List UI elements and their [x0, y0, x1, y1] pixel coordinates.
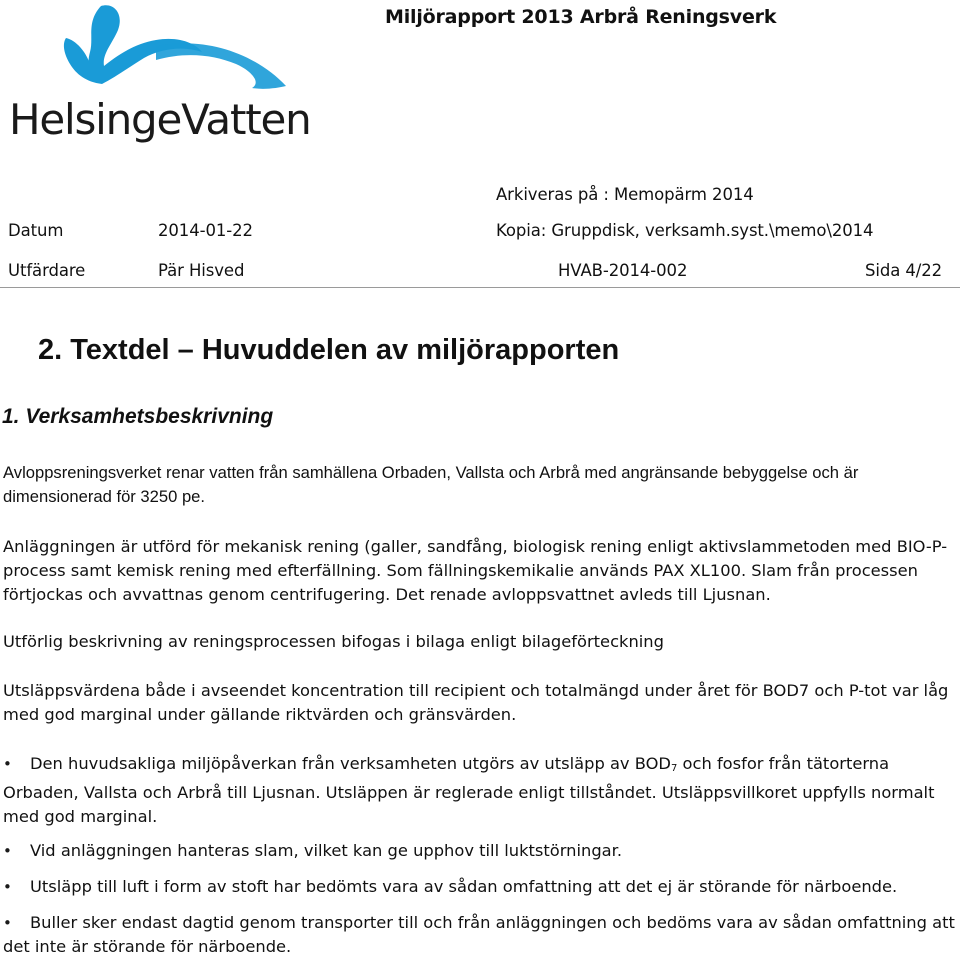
paragraph-description: Utförlig beskrivning av reningsprocessen bifogas i bilaga enligt bilageförteckning	[3, 632, 664, 651]
logo-wordmark: HelsingeVatten	[9, 95, 311, 144]
bullet-marker: •	[3, 878, 12, 896]
bod-subscript: 7	[670, 763, 678, 774]
subheading: 1. Verksamhetsbeskrivning	[2, 405, 274, 428]
archive-info: Arkiveras på : Memopärm 2014	[496, 185, 754, 204]
section-heading: 2. Textdel – Huvuddelen av miljörapporten	[38, 334, 620, 366]
bullet-marker: •	[3, 755, 12, 773]
page-number: Sida 4/22	[865, 261, 943, 280]
bird-icon	[64, 5, 286, 89]
report-title: Miljörapport 2013 Arbrå Reningsverk	[385, 6, 777, 28]
date-label: Datum	[8, 221, 64, 240]
helsingevatten-logo	[6, 0, 346, 150]
bullet-text-part: och fosfor från tätorterna Orbaden, Vallsta och Arbrå till Ljusnan. Utsläppen är reglerade enligt tillståndet. Utsläppsvillkoret uppfylls normalt med god marginal.	[3, 754, 935, 826]
header-divider	[0, 287, 960, 288]
bullet-marker: •	[3, 914, 12, 932]
bullet-noise: Buller sker endast dagtid genom transporter till och från anläggningen och bedöms vara av sådan omfattning att det inte är störande för närboende.	[3, 913, 955, 956]
copy-info: Kopia: Gruppdisk, verksamh.syst.\memo\2014	[496, 221, 874, 240]
bullet-environmental-impact	[3, 752, 955, 829]
bullet-air-emissions: Utsläpp till luft i form av stoft har bedömts vara av sådan omfattning att det ej är störande för närboende.	[30, 877, 898, 896]
issuer-value: Pär Hisved	[158, 261, 245, 280]
bullet-text-part: Den huvudsakliga miljöpåverkan från verksamheten utgörs av utsläpp av BOD	[30, 754, 671, 773]
date-value: 2014-01-22	[158, 221, 253, 240]
paragraph-process: Anläggningen är utförd för mekanisk rening (galler, sandfång, biologisk rening enligt aktivslammetoden med BIO-P-process samt kemisk rening med efterfällning. Som fällningskemikalie används PAX XL100. Slam från processen förtjockas och avvattnas genom centrifugering. Det renade avloppsvattnet avleds till Ljusnan.	[3, 537, 948, 604]
issuer-label: Utfärdare	[8, 261, 86, 280]
bullet-marker: •	[3, 842, 12, 860]
paragraph-emissions: Utsläppsvärdena både i avseendet koncentration till recipient och totalmängd under året för BOD7 och P-tot var låg med god marginal under gällande riktvärden och gränsvärden.	[3, 681, 949, 724]
document-id: HVAB-2014-002	[558, 261, 688, 280]
bullet-sludge: Vid anläggningen hanteras slam, vilket kan ge upphov till luktstörningar.	[30, 841, 623, 860]
paragraph-intro: Avloppsreningsverket renar vatten från samhällena Orbaden, Vallsta och Arbrå med angränsande bebyggelse och är dimensionerad för 3250 pe.	[3, 463, 859, 506]
